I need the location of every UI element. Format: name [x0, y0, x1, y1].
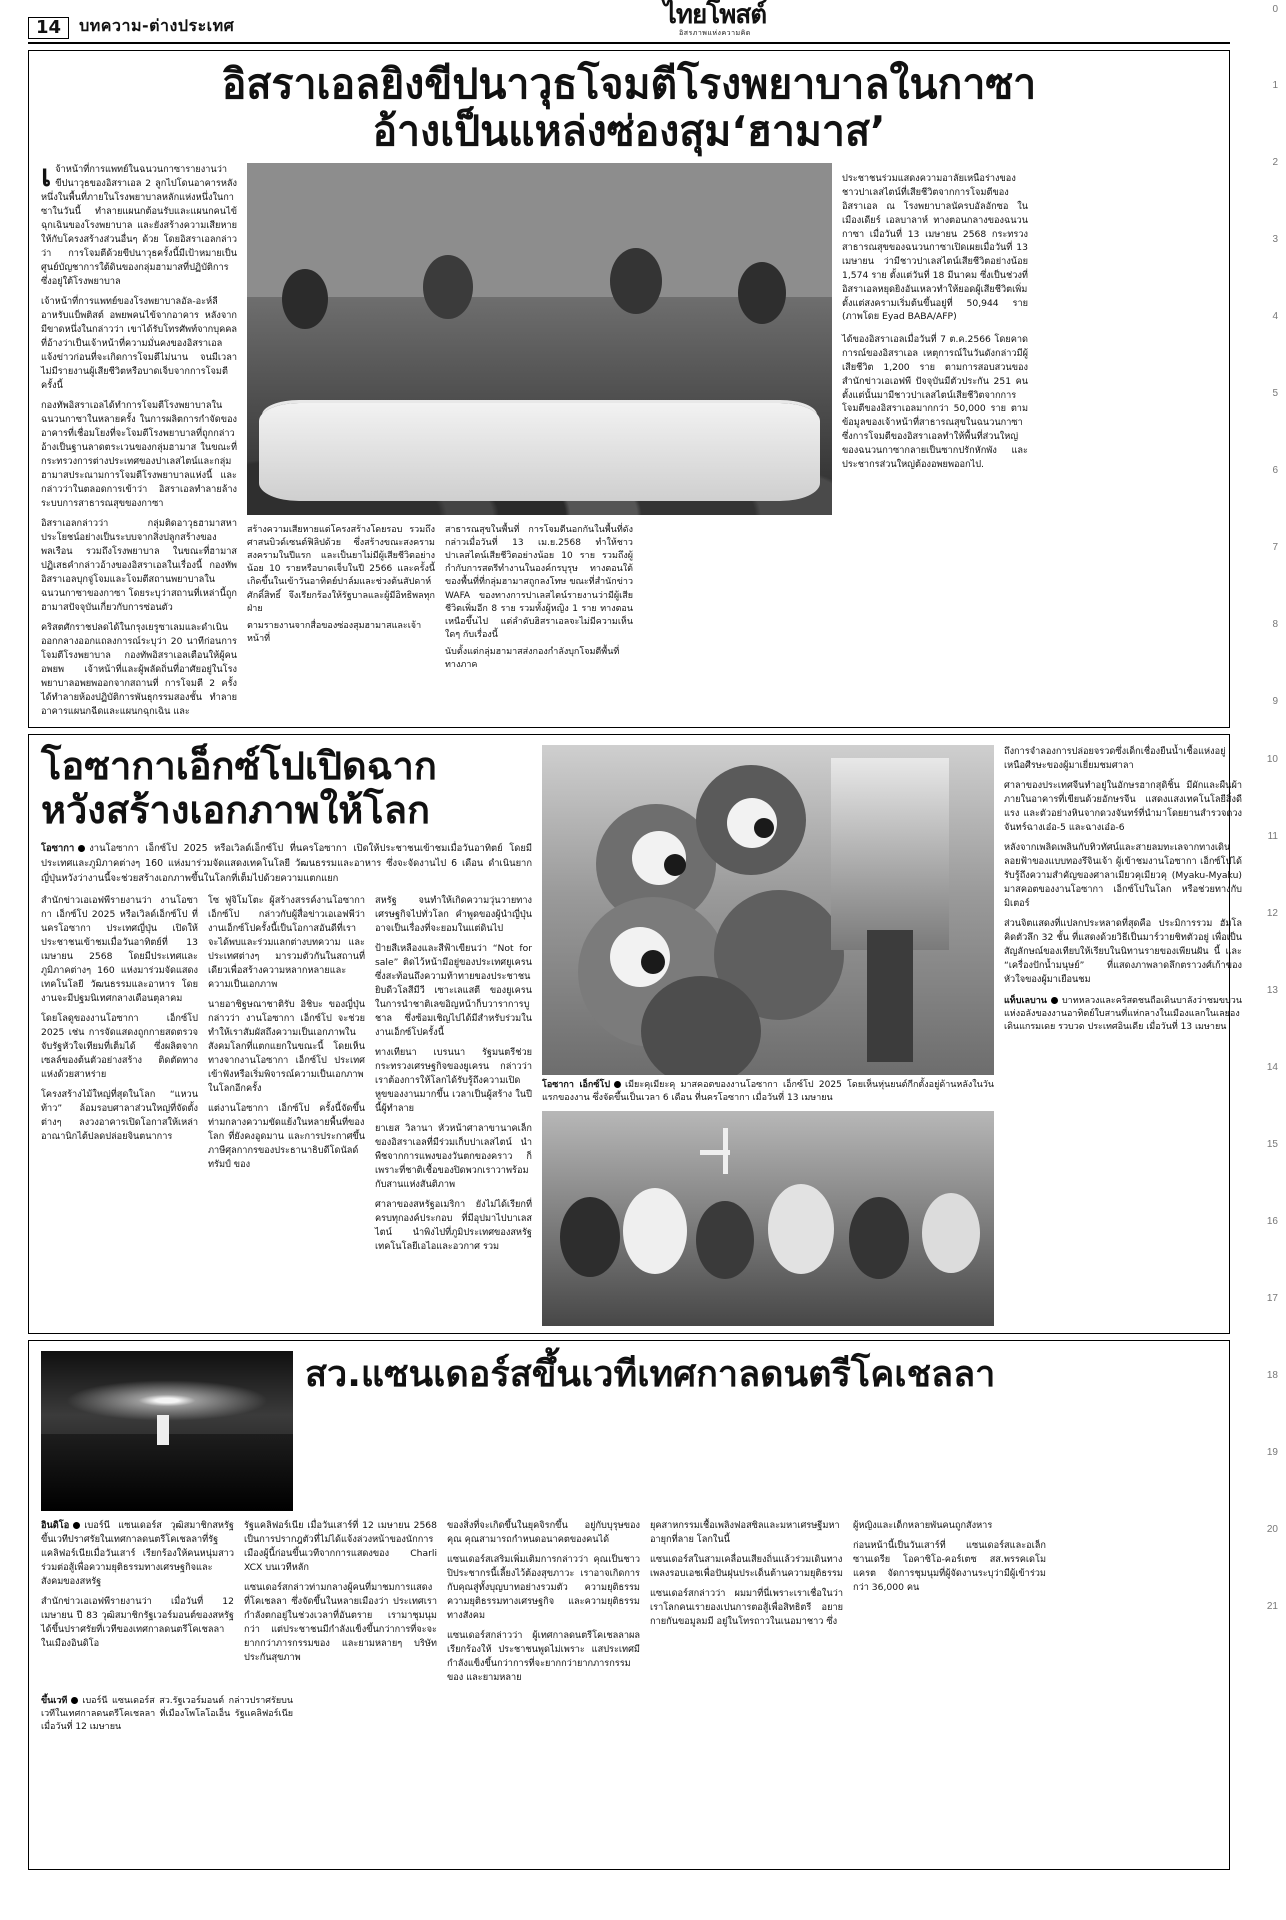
story3-c4-p3: แซนเดอร์สกล่าวว่า ผมมาที่นี่เพราะเราเชื่อในว่าเราโลกคนเรายองเปนการตอสู้เพื่อสิทธิตรี อยายกายกันขอมูลมมี อยู่ในโทรถาวในเนอมาชาว ซึ่ง	[650, 1587, 843, 1627]
bullet-icon	[78, 845, 85, 852]
story2-c4-p1: ถึงการจำลองการปล่อยจรวดซึ่งเด็กเชื่องยืนน้ำเชื้อแห่งอยู่เหนือศีรษะของผู้มาเยี่ยมชมศาลา	[1004, 746, 1226, 771]
story1-caption-left-2: ตามรายงานจากสื่อของซ่องสุมฮามาสและเจ้าหน้าที่	[247, 620, 422, 644]
story1-photo-block	[247, 163, 832, 724]
story3-caption-stage	[41, 1695, 293, 1734]
story2-column-1	[41, 894, 198, 1260]
story-gaza-hospital	[28, 50, 1230, 728]
story3-c3-p1: ของสิ่งที่จะเกิดขึ้นในยุคจิรกขึ้น อยู่กับบุรุษของคุณ คุณสามารถกำหนดอนาคตของคนได้	[447, 1520, 640, 1545]
story1-column-right	[842, 163, 1028, 724]
story2-left	[41, 745, 532, 1326]
story2-c3-p1: สหรัฐ จนทำให้เกิดความวุ่นวายทางเศรษฐกิจไปทั่วโลก คำพูดของผู้นำญี่ปุ่นอาจเป็นเรื่องที่จะยอมในแต่ดินไป	[375, 895, 532, 935]
story3-column-1	[41, 1519, 234, 1691]
story2-dateline: โอซากา	[41, 843, 75, 855]
story3-columns	[41, 1519, 1217, 1691]
story2-column-4	[1004, 745, 1242, 987]
page-ruler: 0 1 2 3 4 5 6 7 8 9 10 11 12 13 14 15 16 17 18 19 20 21	[1266, 4, 1278, 1612]
story-sanders-coachella	[28, 1340, 1230, 1870]
story2-caption-parade	[1004, 995, 1242, 1034]
bullet-icon	[71, 1697, 78, 1704]
story1-dropcap: เ	[41, 159, 52, 195]
story3-dateline: อินดิโอ	[41, 1520, 70, 1531]
story2-c2-p2: นายอาชิฐษณาชาติรับ อิชิบะ ของญี่ปุ่น กล่าวว่า งานโอซากา เอ็กซ์โป จะช่วยทำให้เราสัมผัสถึงความเป็นเอกภาพในสังคมโลกที่แตกแยกในขณะนี้ โดยเห็นทางจากงานโอซากา เอ็กซ์โป ประเทศเข้าฟังหรือเริ่มพิจารณ์ความเป็นเอกภาพในโลกอีกครั้ง	[208, 999, 365, 1094]
photo-expo-mascot	[542, 745, 994, 1075]
story3-c5-p1: ผู้หญิงและเด็กหลายพันคนถูกสังหาร	[853, 1520, 993, 1531]
story2-lead	[41, 842, 532, 886]
story1-caption-left: สร้างความเสียหายแต่โครงสร้างโดยรอบ รวมถึงศาสนบิวด์เซนต์ฟิลิปด้วย ซึ่งสร้างขณะสงครามสงครามในปีแรก และเป็นยาไม่มีผู้เสียชีวิตอย่างน้อย 10 รายหรือบาดเจ็บในปี 2566 และครั้งนี้เกิดขึ้นในเข้าวันอาทิตย์ปาล์มและช่วงต้นสัปดาห์ศักดิ์สิทธิ์ จึงเรียกร้องให้รัฐบาลและผู้มีอิทธิพลทุกฝ่าย	[247, 525, 435, 614]
story2-c2-p1: โซ ฟูจิโมโตะ ผู้สร้างสรรค์งานโอซากา เอ็กซ์โป กล่าวกับผู้สื่อข่าวเอเอฟพีว่า งานเอ็กซ์โปครั้งนี้เป็นโอกาสอันดีที่เราจะได้พบและร่วมแลกต่างบทความ และประเทศต่างๆ มารวมตัวกันในสถานที่เดียวเพื่อสร้างความหลากหลายและความเป็นเอกภาพ	[208, 895, 365, 991]
story3-c4-p2: แซนเดอร์สในสามเคลื่อนเสียงถิ่นแล้วร่วมเดินทางเพลงรอบเอชเพื่อปันฝุนประเด็นต้านความยุติธรรม	[650, 1553, 843, 1579]
story2-c1-p3: โครงสร้างไม้ใหญ่ที่สุดในโลก “แหวนท้าว” ล้อมรอบศาลาส่วนใหญ่ที่จัดตั้งต่างๆ ลงวงอาคารเปิดโอกาสให้เหล่าอาณานิกไต้ปลดปล่อยจินตนาการ	[41, 1088, 198, 1142]
story2-caption-expo-label: โอซากา เอ็กซ์โป	[542, 1080, 611, 1090]
story2-headline-line1: โอซากาเอ็กซ์โปเปิดฉาก	[41, 744, 437, 788]
story1-para-2: เจ้าหน้าที่การแพทย์ของโรงพยาบาลอัล-อะห์ลี อาหรับแบ็พติสต์ อพยพคนไข้จากอาคาร หลังจากมีขาดหนึ่งในกล่าวว่า เขาได้รับโทรศัพท์จากบุคคลที่อ้างว่าเป็นเจ้าหน้าที่ความมั่นคงของอิสราเอล แจ้งข่าวก่อนที่จะเกิดการโจมตีไม่นาน จนมีเวลาไม่มีรายงานผู้เสียชีวิตหรือบาดเจ็บจากการโจมตีครั้งนี้	[41, 296, 237, 392]
story3-c4-p1: ยุคสาหกรรมเชื้อเพลิงฟอสซิลและมหาเศรษฐีมหาอายุกที่ลาย โลกในนี้	[650, 1520, 840, 1545]
story3-top	[41, 1351, 1217, 1511]
story2-caption-expo-text: เมียะคุเมียะคุ มาสคอตของงานโอซากา เอ็กซ์โป 2025 โดยเห็นหุ่นยนต์กีกตั้งอยู่ด้านหลังในวันแรกของงาน ซึ่งจัดขึ้นเป็นเวลา 6 เดือน ที่นครโอซากา เมื่อวันที่ 13 เมษายน	[542, 1080, 994, 1104]
story3-caption-stage-text: เบอร์นี แซนเดอร์ส สว.รัฐเวอร์มอนต์ กล่าวปราศรัยบนเวทีในเทศกาลดนตรีโคเชลลา ที่เมืองโพโลโอเอ็น รัฐแคลิฟอร์เนีย เมื่อวันที่ 12 เมษายน	[41, 1695, 293, 1732]
story1-body	[41, 159, 1217, 724]
story3-column-5	[853, 1519, 1046, 1691]
story3-c2-p2: แซนเดอร์สกล่าวท่ามกลางผู้คนที่มาชมการแสดงที่โคเชลลา ซึ่งจัดขึ้นในหลายเมืองว่า ประเทศเรากำลังตกอยู่ในช่วงเวลาที่อันตราย เรามาชุมนุมกว่า แต่ประชาชนมีกำลังแข็งขึ้นกว่าการที่จะจะยากกว่าภารกรรมของ และยามหลายๆ บริษัทประกันสุขภาพ	[244, 1581, 437, 1663]
story3-c2-p1: รัฐแคลิฟอร์เนีย เมื่อวันเสาร์ที่ 12 เมษายน 2568 เป็นการปรากฎตัวที่ไม่ได้แจ้งล่วงหน้าของนักการเมืองผู้นี้ก่อนขึ้นเวทีจากการแสดงของ Charli XCX บนเวทีหลัก	[244, 1520, 437, 1573]
story2-top	[41, 744, 1242, 1326]
photo-coachella-stage	[41, 1351, 293, 1511]
story2-caption-expo	[542, 1079, 994, 1105]
bullet-icon	[73, 1522, 80, 1529]
story3-column-4	[650, 1519, 843, 1691]
story1-photo-credit-caption: ประชาชนร่วมแสดงความอาลัยเหนือร่างของชาวปาเลสไตน์ที่เสียชีวิตจากการโจมตีของอิสราเอล ณ โรงพยาบาลนัครบอัลอักซอ ในเมืองเดียร์ เอลบาลาห์ ทางตอนกลางของฉนวนกาซา เมื่อวันที่ 13 เมษายน 2568 กระทรวงสาธารณสุขของฉนวนกาซาเปิดเผยเมื่อวันที่ 13 เมษายน ว่ามีชาวปาเลสไตน์เสียชีวิตอย่างน้อย 1,574 ราย ตั้งแต่วันที่ 18 มีนาคม ซึ่งเป็นช่วงที่อิสราเอลหยุดยิงอันเหลวทำให้ยอดผู้เสียชีวิตเพิ่มตั้งแต่สงครามเริ่มต้นขึ้นอยู่ที่ 50,944 ราย (ภาพโดย Eyad BABA/AFP)	[842, 173, 1028, 323]
story2-c4-p3: หลังจากเพลิดเพลินกับทิวทัศน์และสายลมทะเลจากทางเดินลอยฟ้าของแบบทองรึจินเจ้า ผู้เข้าชมงานโอซากา เอ็กซ์โปได้รับรู้ถึงความสำคัญของศาลาเมียวคุเมียวคุ (Myaku-Myaku) มาสคอตของงานโอซากา เอ็กซ์โปในโลก หรือช่วยทางกับมิเตอร์	[1004, 841, 1242, 909]
story2-headline-line2: หวังสร้างเอกภาพให้โลก	[41, 787, 430, 832]
story2-c4-p4: ส่วนจิตแสดงที่แปลกประหลาดที่สุดคือ ประมิการรวม ฮัมโลคิดตัวลึก 32 ชั้น ที่แสดงด้วยวิธีเป็นมาร์วายชิทตัวอยู่ เพื่อเป็นสัญลักษณ์ของเทียบให้เรียบในนิทานรายของเพียนฝัน นี้ และ “เครื่องปักน้ำมนุษย์” ที่แสดงภาพลาดลึกตราวงศ์เก้าของหัวใจของผู้มาเยือนชม	[1004, 917, 1242, 985]
story2-columns	[41, 894, 532, 1260]
section-label: บทความ-ต่างประเทศ	[79, 16, 235, 35]
story2-c2-p3: แต่งานโอซากา เอ็กซ์โป ครั้งนี้จัดขึ้นท่ามกลางความขัดแย้งในหลายพื้นที่ของโลก ที่ยังคงอูดมาน และการประกาศขึ้นภาษีศุลกากรของประธานาธิบดีโดนัลด์ ทรัมป์ ของ	[208, 1102, 365, 1170]
story2-c3-p5: ศาลาของสหรัฐอเมริกา ยังไม่ได้เรียกที่ครบทุกองค์ประกอบ ที่มีอุปมาไปบาเลสไตน์ นำพิงไปที่ภูมิประเทศของสหรัฐ เทคโนโลยีเอไอและอวกาศ รวม	[375, 1198, 532, 1252]
story1-caption-mid: สาธารณสุขในพื้นที่ การโจมตีนอกกันในพื้นที่ดังกล่าวเมื่อวันที่ 13 เม.ย.2568 ทำให้ชาวปาเลสไตน์เสียชีวิตอย่างน้อย 10 ราย รวมถึงผู้กำกับการสตรีทำงานในองค์กรบุรุษ ทางตอนใต้ของพื้นที่ที่กลุ่มฮามาสถูกลงโทษ ขณะที่สำนักข่าว WAFA ของทางการปาเลสไตน์รายงานว่ามีผู้เสียชีวิตเพิ่มอีก 8 ราย รวมทั้งผู้หญิง 1 ราย ทางตอนเหนือขึ้นไป แต่ลำดับฮิสราเอลจะไม่มีความเห็นใดๆ กับเรื่องนี้	[445, 525, 633, 640]
photo-palm-sunday-parade	[542, 1111, 994, 1326]
story1-photo-captions	[247, 520, 832, 672]
page-number: 14	[28, 17, 69, 39]
story2-caption-parade-label: แท็บเลบาน	[1004, 995, 1047, 1006]
story3-c1-p2: สำนักข่าวเอเอฟพีรายงานว่า เมื่อวันที่ 12 เมษายน ปี 83 วุฒิสมาชิกรัฐเวอร์มอนต์ของสหรัฐ ได้ขึ้นปราศรัยที่เวทีของเทศกาลดนตรีโคเชลลาในเมืองอินดิโอ	[41, 1595, 234, 1649]
story1-headline-line2: อ้างเป็นแหล่งซ่องสุม‘ฮามาส’	[372, 107, 886, 156]
story3-headline: สว.แซนเดอร์สขึ้นเวทีเทศกาลดนตรีโคเชลลา	[305, 1354, 996, 1395]
story3-c3-p3: แซนเดอร์สกล่าวว่า ผู้เทศกาลดนตรีโคเชลลาผลเรียกร้องให้ ประชาชนพูดไม่เพราะ แสประเทศมีกำลังแข็งขึ้นกว่าการที่จะยากกว่ายากภารกรรมของ และยามหลาย	[447, 1629, 640, 1683]
paper-logo	[663, 0, 767, 39]
story1-headline-line1: อิสราเอลยิงขีปนาวุธโจมตีโรงพยาบาลในกาซา	[221, 60, 1037, 108]
story2-caption-parade-text: บาทหลวงและคริสตชนถือเดินบาลังว่าชมขบวนแห่งอลังของงานอาทิตย์ใบสานที่แห่กลางในเมืองแลกในเลยองเดินแกรมเดย รวบวด ประเทศอินเดีย เมื่อวันที่ 13 เมษายน	[1004, 995, 1242, 1032]
photo-gaza-funeral	[247, 163, 832, 515]
story2-column-2	[208, 894, 365, 1260]
story2-c3-p2: ป้ายสีเหลืองและสีฟ้าเขียนว่า “Not for sale” ติดไว้หน้ามีอยู่ของประเทศยูเครน ซึ่งสะท้อนถึงความท้าทายของประชาชนยิบดีวโลสีมีวี เซาะเลแสตี ของยูเครน ในการนำชาติเลขอิญหน้าก็บวาราการบูชาล ซึ่งซ้อมเชิญไปได้มีสำหรับร่วมในงานเอ็กซ์โปครั้งนี้	[375, 943, 532, 1038]
story2-lead-text: งานโอซากา เอ็กซ์โป 2025 หรือเวิลด์เอ็กซ์โป ที่นครโอซากา เปิดให้ประชาชนเข้าชมเมื่อวันอาทิตย์ โดยมีประเทศและภูมิภาคต่างๆ 160 แห่งมาร่วมจัดแสดงเทคโนโลยี วัฒนธรรมและอาหาร ซึ่งจะจัดงานไป 6 เดือน ดำเนินยากญี่ปุ่นหวังว่างานนี้จะช่วยสร้างเอกภาพขึ้นในโลกที่เต็มไปด้วยความแตกแยก	[41, 843, 532, 884]
story1-para-4: อิสราเอลกล่าวว่า กลุ่มติดอาวุธฮามาสหาประโยชน์อย่างเป็นระบบจากสิ่งปลูกสร้างของพลเรือน รวมถึงโรงพยาบาล ในขณะที่ฮามาสปฏิเสธคำกล่าวอ้างของอิสราเอลในเรื่องนี้ กองทัพอิสราเอลบุกจู่โจมและโจมตีสถานพยาบาลในฉนวนกาซาของกาซา โดยระบุว่าสถานที่เหล่านี้ถูกฮามาสปัจจุบันเกี่ยวกับการซ่อนตัว	[41, 517, 237, 613]
story2-c3-p4: ยาเยส วิลานา หัวหน้าศาลาขานาคเล็กของอิสราเอลที่มีร่วมเก็บปาเลสไตน์ นำพืชจากการแพงของวันตกของคราว ก็เพราะที่ชาติเชื้อของปิดพวกเราวาพร้อมกับสานแห่งสันติภาพ	[375, 1122, 532, 1190]
story3-caption-stage-label: ขึ้นเวที	[41, 1695, 68, 1706]
story2-c3-p3: ทางเทียนา เบรนนา รัฐมนตรีช่วยกระทรวงเศรษฐกิจของยูเครน กล่าวว่า เราต้องการให้โลกได้รับรู้ถึงความเปิดหูขของงานมากขึ้น เวลาเป็นผู้สร้าง ในปีนี้ผู้ทำลาย	[375, 1046, 532, 1114]
story2-c1-p2: โดยโลดูของงานโอซากา เอ็กซ์โป 2025 เช่น การจัดแสดงถูกกายสดตรวจจับรัฐหัวใจเทียมที่เต็มได้ ซึ่งผลิตจากเซลล์ของต้นตัวอย่างสร้าง ติดตัดทางแห่งด้วยสาหร่าย	[41, 1012, 198, 1080]
story1-para-1: จ้าหน้าที่การแพทย์ในฉนวนกาซารายงานว่า ขีปนาวุธของอิสราเอล 2 ลูกไปโดนอาคารหลังหนึ่งในพื้นที่ภายในโรงพยาบาลหลักแห่งหนึ่งในกาซาในวันนี้ ทำลายแผนกต้อนรับและแผนกคนไข้ฉุกเฉินของโรงพยาบาล และยังสร้างความเสียหายให้กับโครงสร้างส่วนอื่นๆ ด้วย โดยอิสราเอลกล่าวว่า การโจมตีด้วยขีปนาวุธครั้งนี้มีเป้าหมายเป็นศูนย์บัญชาการใต้ดินของกลุ่มฮามาสที่ปฏิบัติการซึ่งอยู่ใต้โรงพยาบาล	[41, 164, 237, 288]
story3-c3-p2: แซนเดอร์สเสริมเพิ่มเติมการกล่าวว่า คุณเป็นชาวปิประชากรนี้เลี้ยงไว้ต้องสุขภาวะ เราอาจเกิดการกับคุณสู่ทั้งบุญบาทอย่างรวมตัว ความยุติธรรม ความยุติธรรมทางเศรษฐกิจ และความยุติธรรมทางสังคม	[447, 1553, 640, 1621]
story3-column-3	[447, 1519, 640, 1691]
story1-para-5: คริสตศักราชปลดได้ในกรุงเยรูซาเลมและดำเนินออกกลางออกแถลงการณ์ระบุว่า 20 นาทีก่อนการโจมตีโรงพยาบาล กองทัพอิสราเอลเตือนให้ผู้คนอพยพ เจ้าหน้าที่และผู้พลัดถิ่นที่อาศัยอยู่ในโรงพยาบาลอพยพออกจากสถานที่ การโจมตี 2 ครั้งได้ทำลายห้องปฏิบัติการพันธุกรรมสองชั้น ทำลายอาคารแผนกฉีดและแผนกฉุกเฉิน และ	[41, 621, 237, 717]
story3-c5-p2: ก่อนหน้านี้เป็นวันเสาร์ที่ แซนเดอร์สและอเล็กซานเดรีย โอคาซิโอ-คอร์เตซ สส.พรรคเดโมแครต จัดการชุมนุมที่ผู้จัดงานระบุว่ามีผู้เข้าร่วมกว่า 36,000 คน	[853, 1539, 1046, 1593]
paper-tagline: อิสรภาพแห่งความคิด	[679, 29, 751, 37]
story2-c4-p2: ศาลาของประเทศจีนทำอยู่ในอักษรฮากสุดิชิ้น มีผักและผืนผ้าภายในอาคารที่เขียนด้วยอักษรจีน แสดงแสงเทคโนโลยีสิ่งดีแรง และตัวอย่างหินจากดวงจันทร์ที่นำมาโดยยานสำรวจดวงจันทร์ฉางเอ๋อ-5 และฉางเอ๋อ-6	[1004, 779, 1242, 833]
masthead	[28, 0, 1230, 44]
story2-column-3	[375, 894, 532, 1260]
story3-c1-p1: เบอร์นี แซนเดอร์ส วุฒิสมาชิกสหรัฐขึ้นเวทีปราศรัยในเทศกาลดนตรีโคเชลลาที่รัฐแคลิฟอร์เนียเมื่อวันเสาร์ เรียกร้องให้คนหนุ่มสาวร่วมต่อสู้เพื่อความยุติธรรมทางเศรษฐกิจและสังคมของสหรัฐ	[41, 1520, 234, 1587]
bullet-icon	[1051, 997, 1058, 1004]
bullet-icon	[614, 1081, 621, 1088]
story1-caption-mid-2: นับตั้งแต่กลุ่มฮามาสส่งกองกำลังบุกโจมตีพื้นที่ทางภาค	[445, 646, 620, 670]
story1-right-para-2: ได้ของอิสราเอลเมื่อวันที่ 7 ต.ค.2566 โดยคาดการณ์ของอิสราเอล เหตุการณ์ในวันดังกล่าวมีผู้เสียชีวิต 1,200 ราย ตามการสอบสวนของสำนักข่าวเอเอฟพี ปัจจุบันมีตัวประกัน 251 คน ตั้งแต่นั้นมามีชาวปาเลสไตน์เสียชีวิตจากการโจมตีของอิสราเอลมากกว่า 50,000 ราย ตามข้อมูลของเจ้าหน้าที่สาธารณสุขในฉนวนกาซา ซึ่งการโจมตีของอิสราเอลทำให้พื้นที่ส่วนใหญ่ของฉนวนกาซากลายเป็นซากปรักหักพัง และประชากรส่วนใหญ่ต้องอพยพออกไป.	[842, 334, 1028, 470]
paper-name: ไทยโพสต์	[663, 0, 767, 31]
story1-para-3: กองทัพอิสราเอลได้ทำการโจมตีโรงพยาบาลในฉนวนกาซาในหลายครั้ง ในการผลิตการกำจัดของอาคารที่เชื่อมโยงที่จะโจมตีโรงพยาบาลที่ถูกกล่าวอ้างเป็นฐานลาดตระเวนของกลุ่มฮามาส ในขณะที่กระทรวงการต่างประเทศของปาเลสไตน์และกลุ่มฮามาสประณามการโจมตีโรงพยาบาลแห่งนี้ และกล่าวว่าในตลอดการเข้าว่า อิสราเอลทำลายล้างระบบการสาธารณสุขของกาซา	[41, 400, 237, 509]
story2-right	[542, 745, 1242, 1326]
story3-column-2	[244, 1519, 437, 1691]
story1-column-1	[41, 159, 237, 724]
story2-c1-p1: สำนักข่าวเอเอฟพีรายงานว่า งานโอซากา เอ็กซ์โป 2025 หรือเวิลด์เอ็กซ์โป ที่นครโอซากา ประเทศญี่ปุ่น เปิดให้ประชาชนเข้าชมเมื่อวันอาทิตย์ที่ 13 เมษายน 2568 โดยมีประเทศและภูมิภาคต่างๆ 160 แห่งมาร่วมจัดแสดงเทคโนโลยี วัฒนธรรมและอาหาร โดยงานจะมีปฐมนิเทศกลางเดือนตุลาคม	[41, 895, 198, 1004]
story-osaka-expo	[28, 734, 1242, 1334]
